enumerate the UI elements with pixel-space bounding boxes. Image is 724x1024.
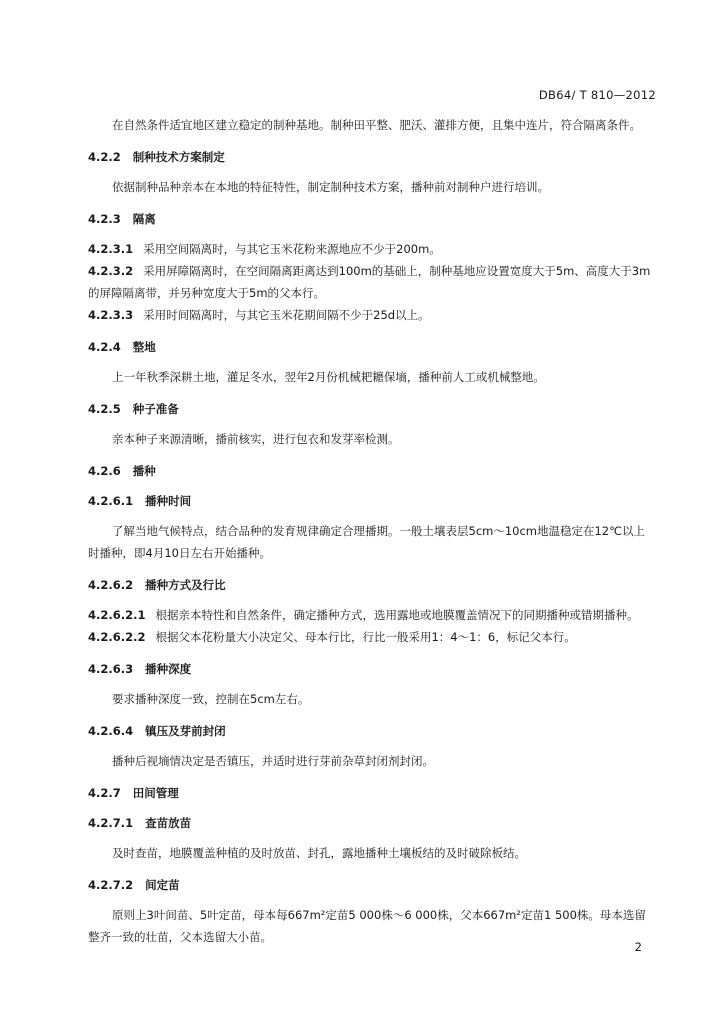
section-number: 4.2.6 (88, 464, 121, 478)
section-title: 种子准备 (132, 402, 179, 416)
clause-number: 4.2.3.1 (88, 242, 134, 256)
section-4-2-6-3-paragraph: 要求播种深度一致，控制在5cm左右。 (112, 692, 310, 706)
section-4-2-7-1-heading (88, 812, 654, 834)
section-title: 播种时间 (145, 494, 192, 508)
section-4-2-4-heading (88, 336, 654, 358)
clause-4-2-3-3 (88, 304, 654, 326)
clause-number: 4.2.6.2.1 (88, 608, 146, 622)
section-number: 4.2.6.4 (88, 724, 134, 738)
section-number: 4.2.6.2 (88, 578, 134, 592)
section-title: 播种方式及行比 (145, 578, 226, 592)
clause-text: 采用时间隔离时，与其它玉米花期间隔不少于25d以上。 (143, 308, 430, 322)
section-4-2-6-1-heading (88, 490, 654, 512)
section-4-2-2-paragraph: 依据制种品种亲本在本地的特征特性，制定制种技术方案，播种前对制种户进行培训。 (112, 180, 549, 194)
section-number: 4.2.4 (88, 340, 121, 354)
section-4-2-6-2-heading (88, 574, 654, 596)
document-body (88, 114, 654, 948)
section-number: 4.2.5 (88, 402, 121, 416)
intro-paragraph: 在自然条件适宜地区建立稳定的制种基地。制种田平整、肥沃、灌排方便，且集中连片，符合隔离条件。 (112, 118, 641, 132)
section-4-2-7-2-heading (88, 874, 654, 896)
section-4-2-7-heading (88, 782, 654, 804)
section-title: 制种技术方案制定 (132, 150, 225, 164)
section-title: 隔离 (132, 212, 156, 226)
section-title: 查苗放苗 (145, 816, 192, 830)
section-number: 4.2.2 (88, 150, 121, 164)
clause-text: 根据亲本特性和自然条件，确定播种方式，选用露地或地膜覆盖情况下的同期播种或错期播种。 (155, 608, 639, 622)
section-title: 镇压及芽前封闭 (145, 724, 226, 738)
section-title: 播种深度 (145, 662, 192, 676)
section-4-2-6-4-paragraph: 播种后视墒情决定是否镇压，并适时进行芽前杂草封闭剂封闭。 (112, 754, 434, 768)
section-title: 整地 (132, 340, 156, 354)
clause-text: 采用屏障隔离时，在空间隔离距离达到100m的基础上，制种基地应设置宽度大于5m、高度大于3m的屏障隔离带，并另种宽度大于5m的父本行。 (88, 264, 651, 300)
clause-4-2-6-2-1 (88, 604, 654, 626)
section-number: 4.2.6.1 (88, 494, 134, 508)
section-number: 4.2.7.2 (88, 878, 134, 892)
clause-text: 根据父本花粉量大小决定父、母本行比，行比一般采用1：4～1：6，标记父本行。 (155, 630, 576, 644)
clause-4-2-6-2-2 (88, 626, 654, 648)
clause-number: 4.2.3.3 (88, 308, 134, 322)
section-4-2-4-paragraph: 上一年秋季深耕土地，灌足冬水，翌年2月份机械耙耱保墒，播种前人工或机械整地。 (112, 370, 545, 384)
section-4-2-5-paragraph: 亲本种子来源清晰，播前核实，进行包衣和发芽率检测。 (112, 432, 400, 446)
section-4-2-7-1-paragraph: 及时查苗，地膜覆盖种植的及时放苗、封孔，露地播种土壤板结的及时破除板结。 (112, 846, 526, 860)
section-title: 播种 (132, 464, 156, 478)
standard-code: DB64/ T 810—2012 (538, 88, 656, 102)
section-4-2-6-heading (88, 460, 654, 482)
section-4-2-6-3-heading (88, 658, 654, 680)
clause-text: 采用空间隔离时，与其它玉米花粉来源地应不少于200m。 (143, 242, 441, 256)
section-number: 4.2.3 (88, 212, 121, 226)
section-number: 4.2.6.3 (88, 662, 134, 676)
clause-4-2-3-1 (88, 238, 654, 260)
section-title: 间定苗 (145, 878, 180, 892)
section-4-2-2-heading (88, 146, 654, 168)
clause-4-2-3-2 (88, 260, 654, 304)
section-number: 4.2.7 (88, 786, 121, 800)
section-4-2-3-heading (88, 208, 654, 230)
section-number: 4.2.7.1 (88, 816, 134, 830)
section-4-2-6-1-paragraph: 了解当地气候特点，结合品种的发育规律确定合理播期。一般土壤表层5cm～10cm地温稳定在12℃以上时播种，即4月10日左右开始播种。 (88, 524, 646, 560)
section-4-2-6-4-heading (88, 720, 654, 742)
clause-number: 4.2.3.2 (88, 264, 134, 278)
section-4-2-7-2-paragraph: 原则上3叶间苗、5叶定苗，母本每667m²定苗5 000株～6 000株，父本667m²定苗1 500株。母本选留整齐一致的壮苗，父本选留大小苗。 (88, 908, 646, 944)
page-number: 2 (634, 940, 642, 954)
clause-number: 4.2.6.2.2 (88, 630, 146, 644)
section-title: 田间管理 (132, 786, 179, 800)
section-4-2-5-heading (88, 398, 654, 420)
